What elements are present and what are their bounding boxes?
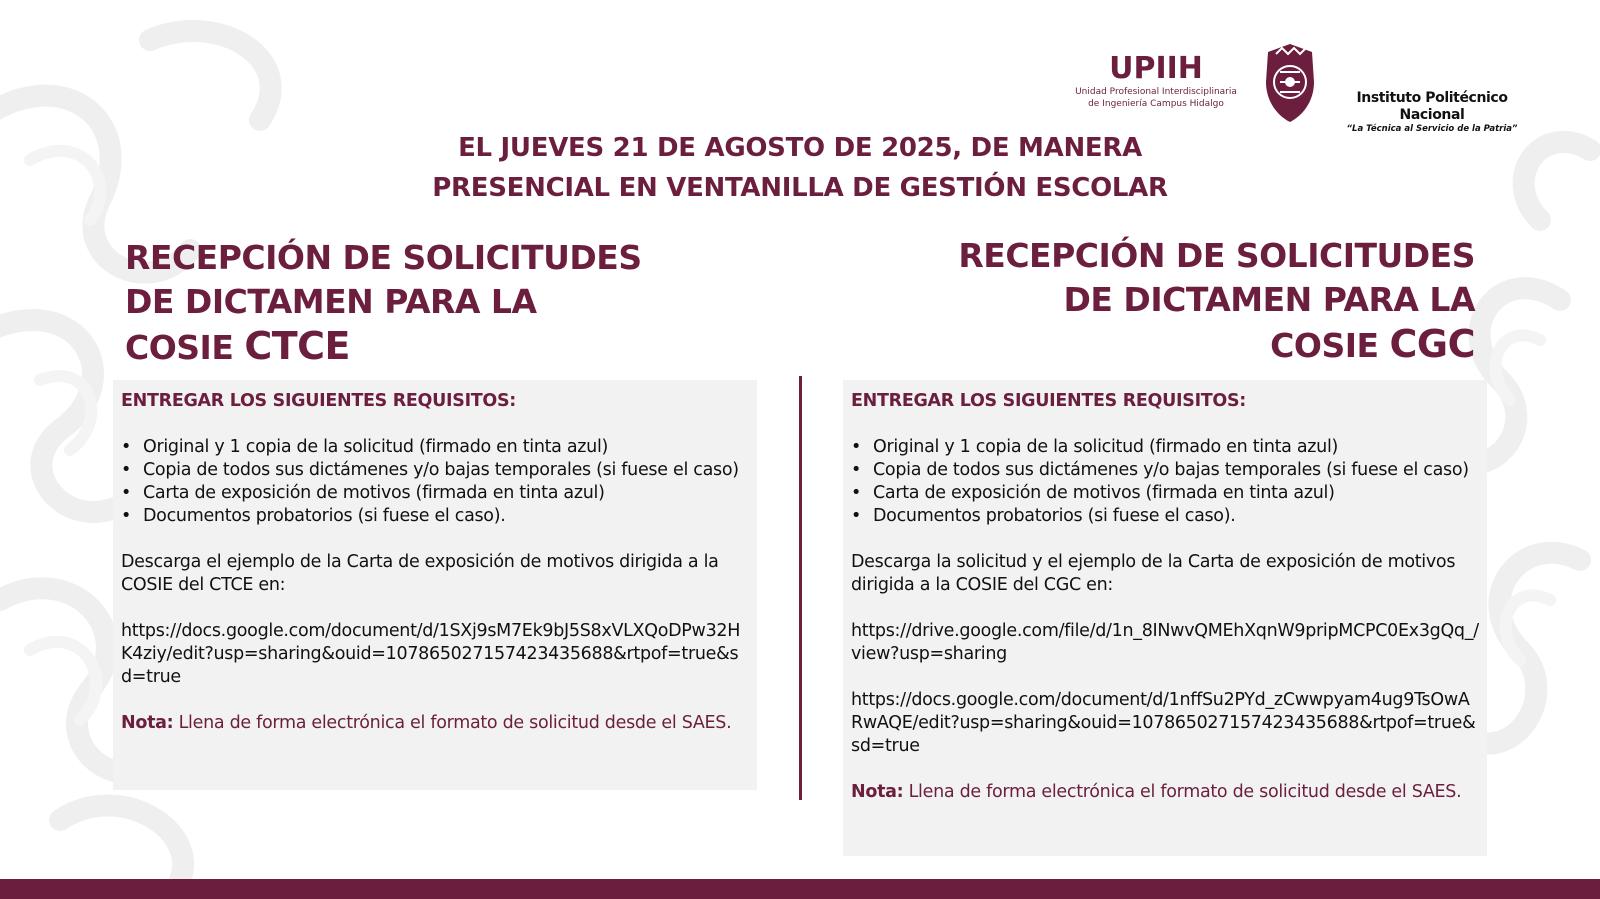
ctce-requirements-heading: ENTREGAR LOS SIGUIENTES REQUISITOS:	[121, 391, 516, 411]
headline-line-2: PRESENCIAL EN VENTANILLA DE GESTIÓN ESCOLAR	[432, 173, 1168, 203]
ipn-name: Instituto Politécnico Nacional	[1356, 90, 1508, 123]
cgc-carta-link[interactable]: https://docs.google.com/document/d/1nffSu2PYd_zCwwpyam4ug9TsOwARwAQE/edit?usp=sharing&ouid=107865027157423435688&rtpof=true&sd=true	[851, 690, 1476, 756]
cgc-requirements-list	[851, 436, 1479, 528]
list-item: • Copia de todos sus dictámenes y/o bajas temporales (si fuese el caso)	[143, 459, 749, 482]
ipn-logo-text	[1322, 90, 1542, 135]
cgc-solicitud-link[interactable]: https://drive.google.com/file/d/1n_8INwvQMEhXqnW9pripMCPC0Ex3gQq_/view?usp=sharing	[851, 621, 1479, 664]
ctce-title-line-2: DE DICTAMEN PARA LA	[125, 282, 537, 321]
list-item: • Carta de exposición de motivos (firmada en tinta azul)	[143, 482, 749, 505]
footer-bar	[0, 879, 1600, 899]
ctce-note	[121, 712, 749, 735]
ctce-title-line-1: RECEPCIÓN DE SOLICITUDES	[125, 238, 642, 277]
cgc-requirements-panel	[843, 380, 1487, 856]
list-item: • Carta de exposición de motivos (firmada en tinta azul)	[873, 482, 1479, 505]
column-divider	[799, 376, 802, 800]
ctce-requirements-panel	[113, 380, 757, 790]
cgc-title-line-3	[880, 322, 1475, 368]
list-item: • Documentos probatorios (si fuese el caso).	[143, 505, 749, 528]
list-item: • Original y 1 copia de la solicitud (firmado en tinta azul)	[143, 436, 749, 459]
list-item: • Documentos probatorios (si fuese el caso).	[873, 505, 1479, 528]
headline-line-1: EL JUEVES 21 DE AGOSTO DE 2025, DE MANERA	[458, 133, 1142, 163]
cgc-download-text: Descarga la solicitud y el ejemplo de la Carta de exposición de motivos dirigida a la COSIE del CGC en:	[851, 552, 1456, 595]
ipn-motto: “La Técnica al Servicio de la Patria”	[1346, 124, 1518, 134]
ctce-title-line-3	[125, 324, 685, 370]
upiih-subtitle-line2: de Ingeniería Campus Hidalgo	[1088, 99, 1224, 109]
cgc-note-label: Nota:	[851, 782, 904, 802]
cgc-title-code: CGC	[1389, 322, 1475, 366]
ctce-title	[125, 236, 685, 370]
cgc-title	[880, 234, 1475, 368]
cgc-title-prefix: COSIE	[1270, 326, 1379, 365]
cgc-note-text: Llena de forma electrónica el formato de solicitud desde el SAES.	[903, 782, 1462, 802]
ipn-seal-icon	[1262, 42, 1318, 124]
ctce-title-code: CTCE	[244, 324, 351, 368]
ctce-note-label: Nota:	[121, 713, 174, 733]
list-item: • Copia de todos sus dictámenes y/o bajas temporales (si fuese el caso)	[873, 459, 1479, 482]
cgc-title-line-1: RECEPCIÓN DE SOLICITUDES	[958, 236, 1475, 275]
ctce-note-text: Llena de forma electrónica el formato de solicitud desde el SAES.	[173, 713, 732, 733]
ctce-title-prefix: COSIE	[125, 328, 234, 367]
cgc-note	[851, 781, 1479, 804]
upiih-name: UPIIH	[1109, 51, 1203, 86]
cgc-requirements-heading: ENTREGAR LOS SIGUIENTES REQUISITOS:	[851, 391, 1246, 411]
ctce-carta-link[interactable]: https://docs.google.com/document/d/1SXj9sM7Ek9bJ5S8xVLXQoDPw32HK4ziy/edit?usp=sharing&ouid=107865027157423435688&rtpof=true&sd=true	[121, 621, 741, 687]
ctce-download-text: Descarga el ejemplo de la Carta de exposición de motivos dirigida a la COSIE del CTCE en:	[121, 552, 719, 595]
event-headline	[380, 128, 1220, 208]
list-item: • Original y 1 copia de la solicitud (firmado en tinta azul)	[873, 436, 1479, 459]
ctce-requirements-list	[121, 436, 749, 528]
cgc-title-line-2: DE DICTAMEN PARA LA	[1063, 280, 1475, 319]
upiih-subtitle-line1: Unidad Profesional Interdisciplinaria	[1075, 87, 1237, 97]
upiih-logo	[1066, 52, 1246, 110]
